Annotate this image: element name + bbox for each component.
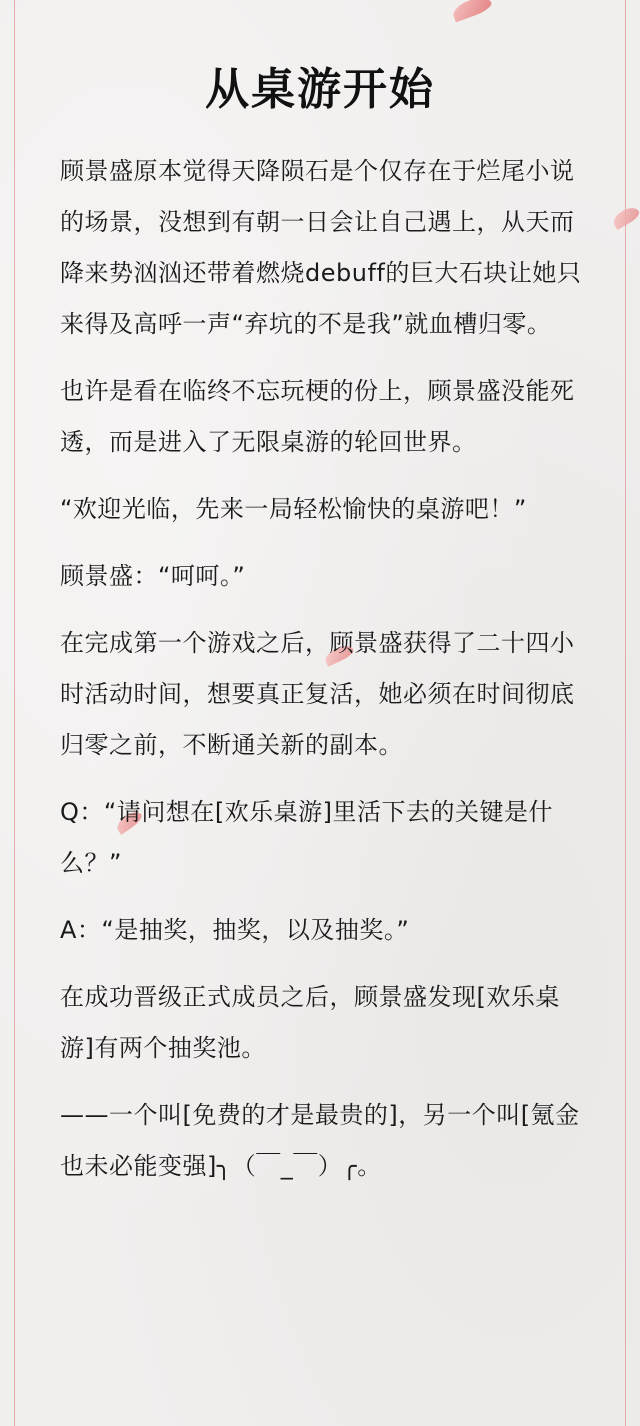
petal-decoration-icon [450,0,493,22]
paragraph: ——一个叫[免费的才是最贵的]，另一个叫[氪金也未必能变强]╮（￣_￣）╭。 [60,1101,580,1180]
page-title: 从桌游开始 [205,64,435,115]
paragraph: 顾景盛原本觉得天降陨石是个仅存在于烂尾小说的场景，没想到有朝一日会让自己遇上，从天而降来势汹汹还带着燃烧debuff的巨大石块让她只来得及高呼一声“弃坑的不是我”就血槽归零。 [60,157,582,338]
article-body [60,146,590,1208]
paragraph: 也许是看在临终不忘玩梗的份上，顾景盛没能死透，而是进入了无限桌游的轮回世界。 [60,377,575,456]
paragraph: 在完成第一个游戏之后，顾景盛获得了二十四小时活动时间，想要真正复活，她必须在时间彻底归零之前，不断通关新的副本。 [60,629,575,759]
paragraph: “欢迎光临，先来一局轻松愉快的桌游吧！” [60,495,527,523]
paragraph: 顾景盛：“呵呵。” [60,562,246,590]
paragraph: 在成功晋级正式成员之后，顾景盛发现[欢乐桌游]有两个抽奖池。 [60,983,560,1062]
paragraph: Q：“请问想在[欢乐桌游]里活下去的关键是什么？” [60,798,554,877]
paragraph: A：“是抽奖，抽奖，以及抽奖。” [60,916,410,944]
left-border-line [14,0,15,1426]
